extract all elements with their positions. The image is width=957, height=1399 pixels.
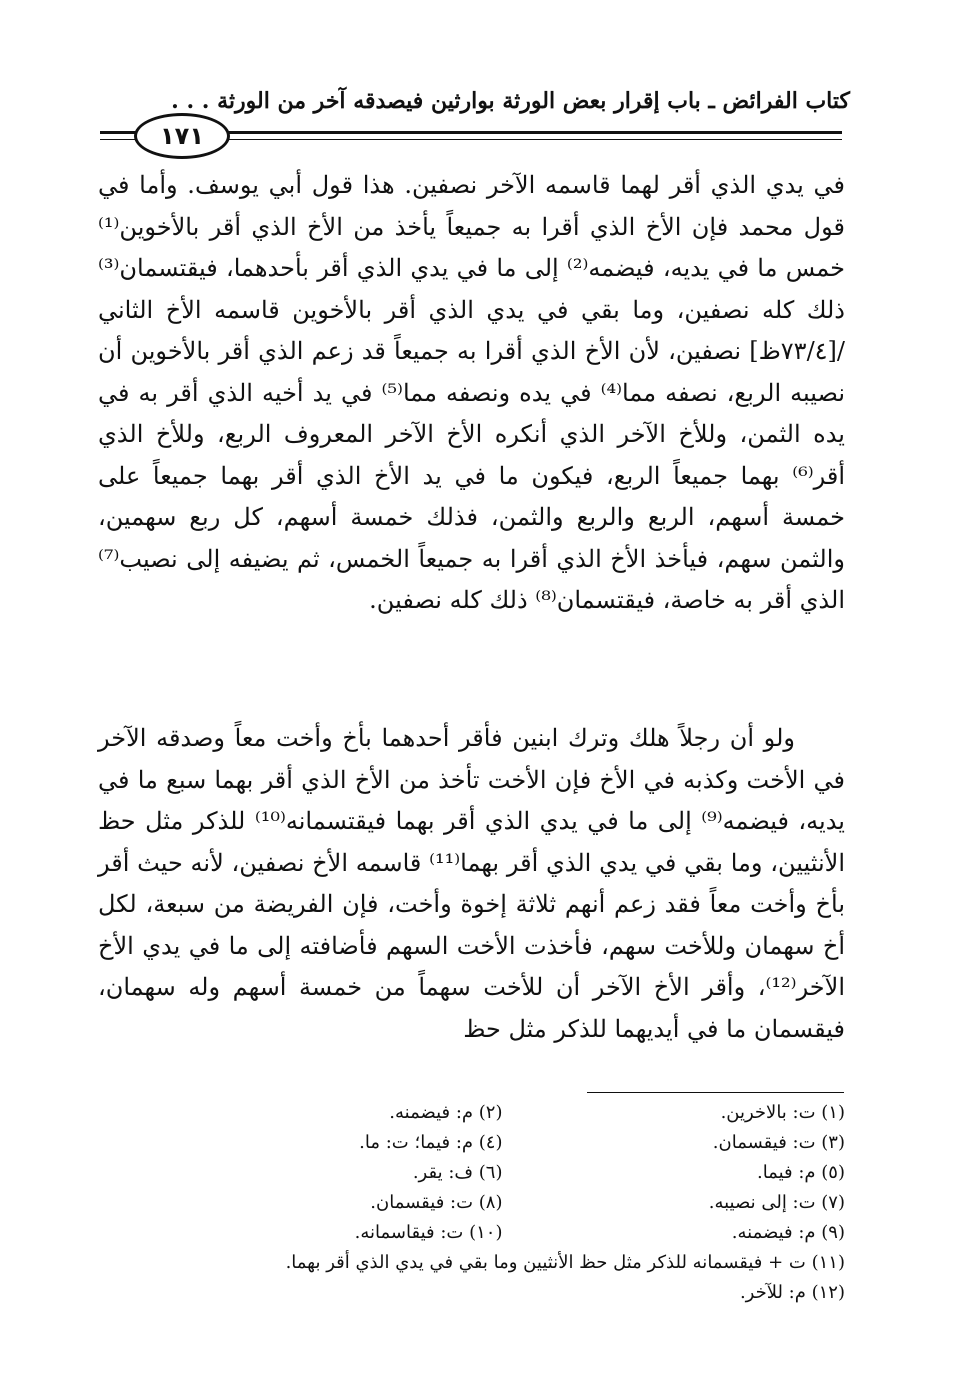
footnote-1: (١) ت: بالاخرين. <box>720 1102 845 1123</box>
footnote-grid <box>180 1098 845 1248</box>
footnote-separator <box>587 1092 844 1093</box>
footnote-8: (٨) ت: فيقسمان. <box>370 1192 503 1213</box>
footnote-4: (٤) م: فيما؛ ت: ما. <box>359 1132 503 1153</box>
footnote-7: (٧) ت: إلى نصيبه. <box>708 1192 845 1213</box>
footnote-2: (٢) م: فيضمنه. <box>389 1102 503 1123</box>
page-number: ١٧١ <box>160 122 204 150</box>
footnote-5: (٥) م: فيما. <box>756 1162 845 1183</box>
footnote-11: (١١) ت + فيقسمانه للذكر مثل حظ الأنثيين وما بقي في يدي الذي أقر بهما. <box>285 1252 845 1273</box>
page-number-frame <box>134 113 230 159</box>
running-header: كتاب الفرائض ـ باب إقرار بعض الورثة بوارثين فيصدقه آخر من الورثة . . . <box>171 88 850 114</box>
body-paragraph-1: في يدي الذي أقر لهما قاسمه الآخر نصفين. هذا قول أبي يوسف. وأما في قول محمد فإن الأخ الذي أقرا به جميعاً يأخذ من الأخ الذي أقر بالأخوين⁽¹⁾ خمس ما في يديه، فيضمه⁽²⁾ إلى ما في يدي الذي أقر بأحدهما، فيقتسمان⁽³⁾ ذلك كله نصفين، وما بقي في يدي الذي أقر بالأخوين قاسمه الأخ الثاني /[٧٣/٤ظ] نصفين، لأن الأخ الذي أقرا به جميعاً قد زعم الذي أقر بالأخوين أن نصيبه الربع، نصفه مما⁽⁴⁾ في يده ونصفه مما⁽⁵⁾ في يد أخيه الذي أقر به في يده الثمن، وللأخ الآخر الذي أنكره الأخ الآخر المعروف الربع، وللأخ الذي أقر⁽⁶⁾ بهما جميعاً الربع، فيكون ما في يد الأخ الذي أقر بهما جميعاً على خمسة أسهم، الربع والربع والثمن، فذلك خمسة أسهم، كل ربع سهمين، والثمن سهم، فيأخذ الأخ الذي أقرا به جميعاً الخمس، ثم يضيفه إلى نصيب⁽⁷⁾ الذي أقر به خاصة، فيقتسمان⁽⁸⁾ ذلك كله نصفين. <box>98 171 846 614</box>
body-paragraph-2 <box>98 718 845 1050</box>
footnotes <box>180 1098 845 1308</box>
body-paragraph-2-text: ولو أن رجلاً هلك وترك ابنين فأقر أحدهما بأخ وأخت معاً وصدقه الآخر في الأخت وكذبه في الأخ فإن الأخت تأخذ من الأخ الذي أقر بهما سبع ما في يديه، فيضمه⁽⁹⁾ إلى ما في يدي الذي أقر بهما فيقتسمانه⁽¹⁰⁾ للذكر مثل حظ الأنثيين، وما بقي في يدي الذي أقر بهما⁽¹¹⁾ قاسمه الأخ نصفين، لأنه حيث أقر بأخ وأخت معاً فقد زعم أنهم ثلاثة إخوة وأخت، فإن الفريضة من سبعة، لكل أخ سهمان وللأخت سهم، فأخذت الأخت السهم فأضافته إلى ما في يدي الأخ الآخر⁽¹²⁾، وأقر الأخ الآخر أن للأخت سهماً من خمسة أسهم وله سهمان، فيقسمان ما في أيديهما للذكر مثل حظ <box>98 724 846 1043</box>
footnote-10: (١٠) ت: فيقاسمانه. <box>354 1222 503 1243</box>
footnote-3: (٣) ت: فيقسمان. <box>712 1132 845 1153</box>
footnote-12: (١٢) م: للآخر. <box>739 1282 845 1303</box>
footnote-9: (٩) م: فيضمنه. <box>731 1222 845 1243</box>
footnote-6: (٦) ف: يقر. <box>412 1162 503 1183</box>
